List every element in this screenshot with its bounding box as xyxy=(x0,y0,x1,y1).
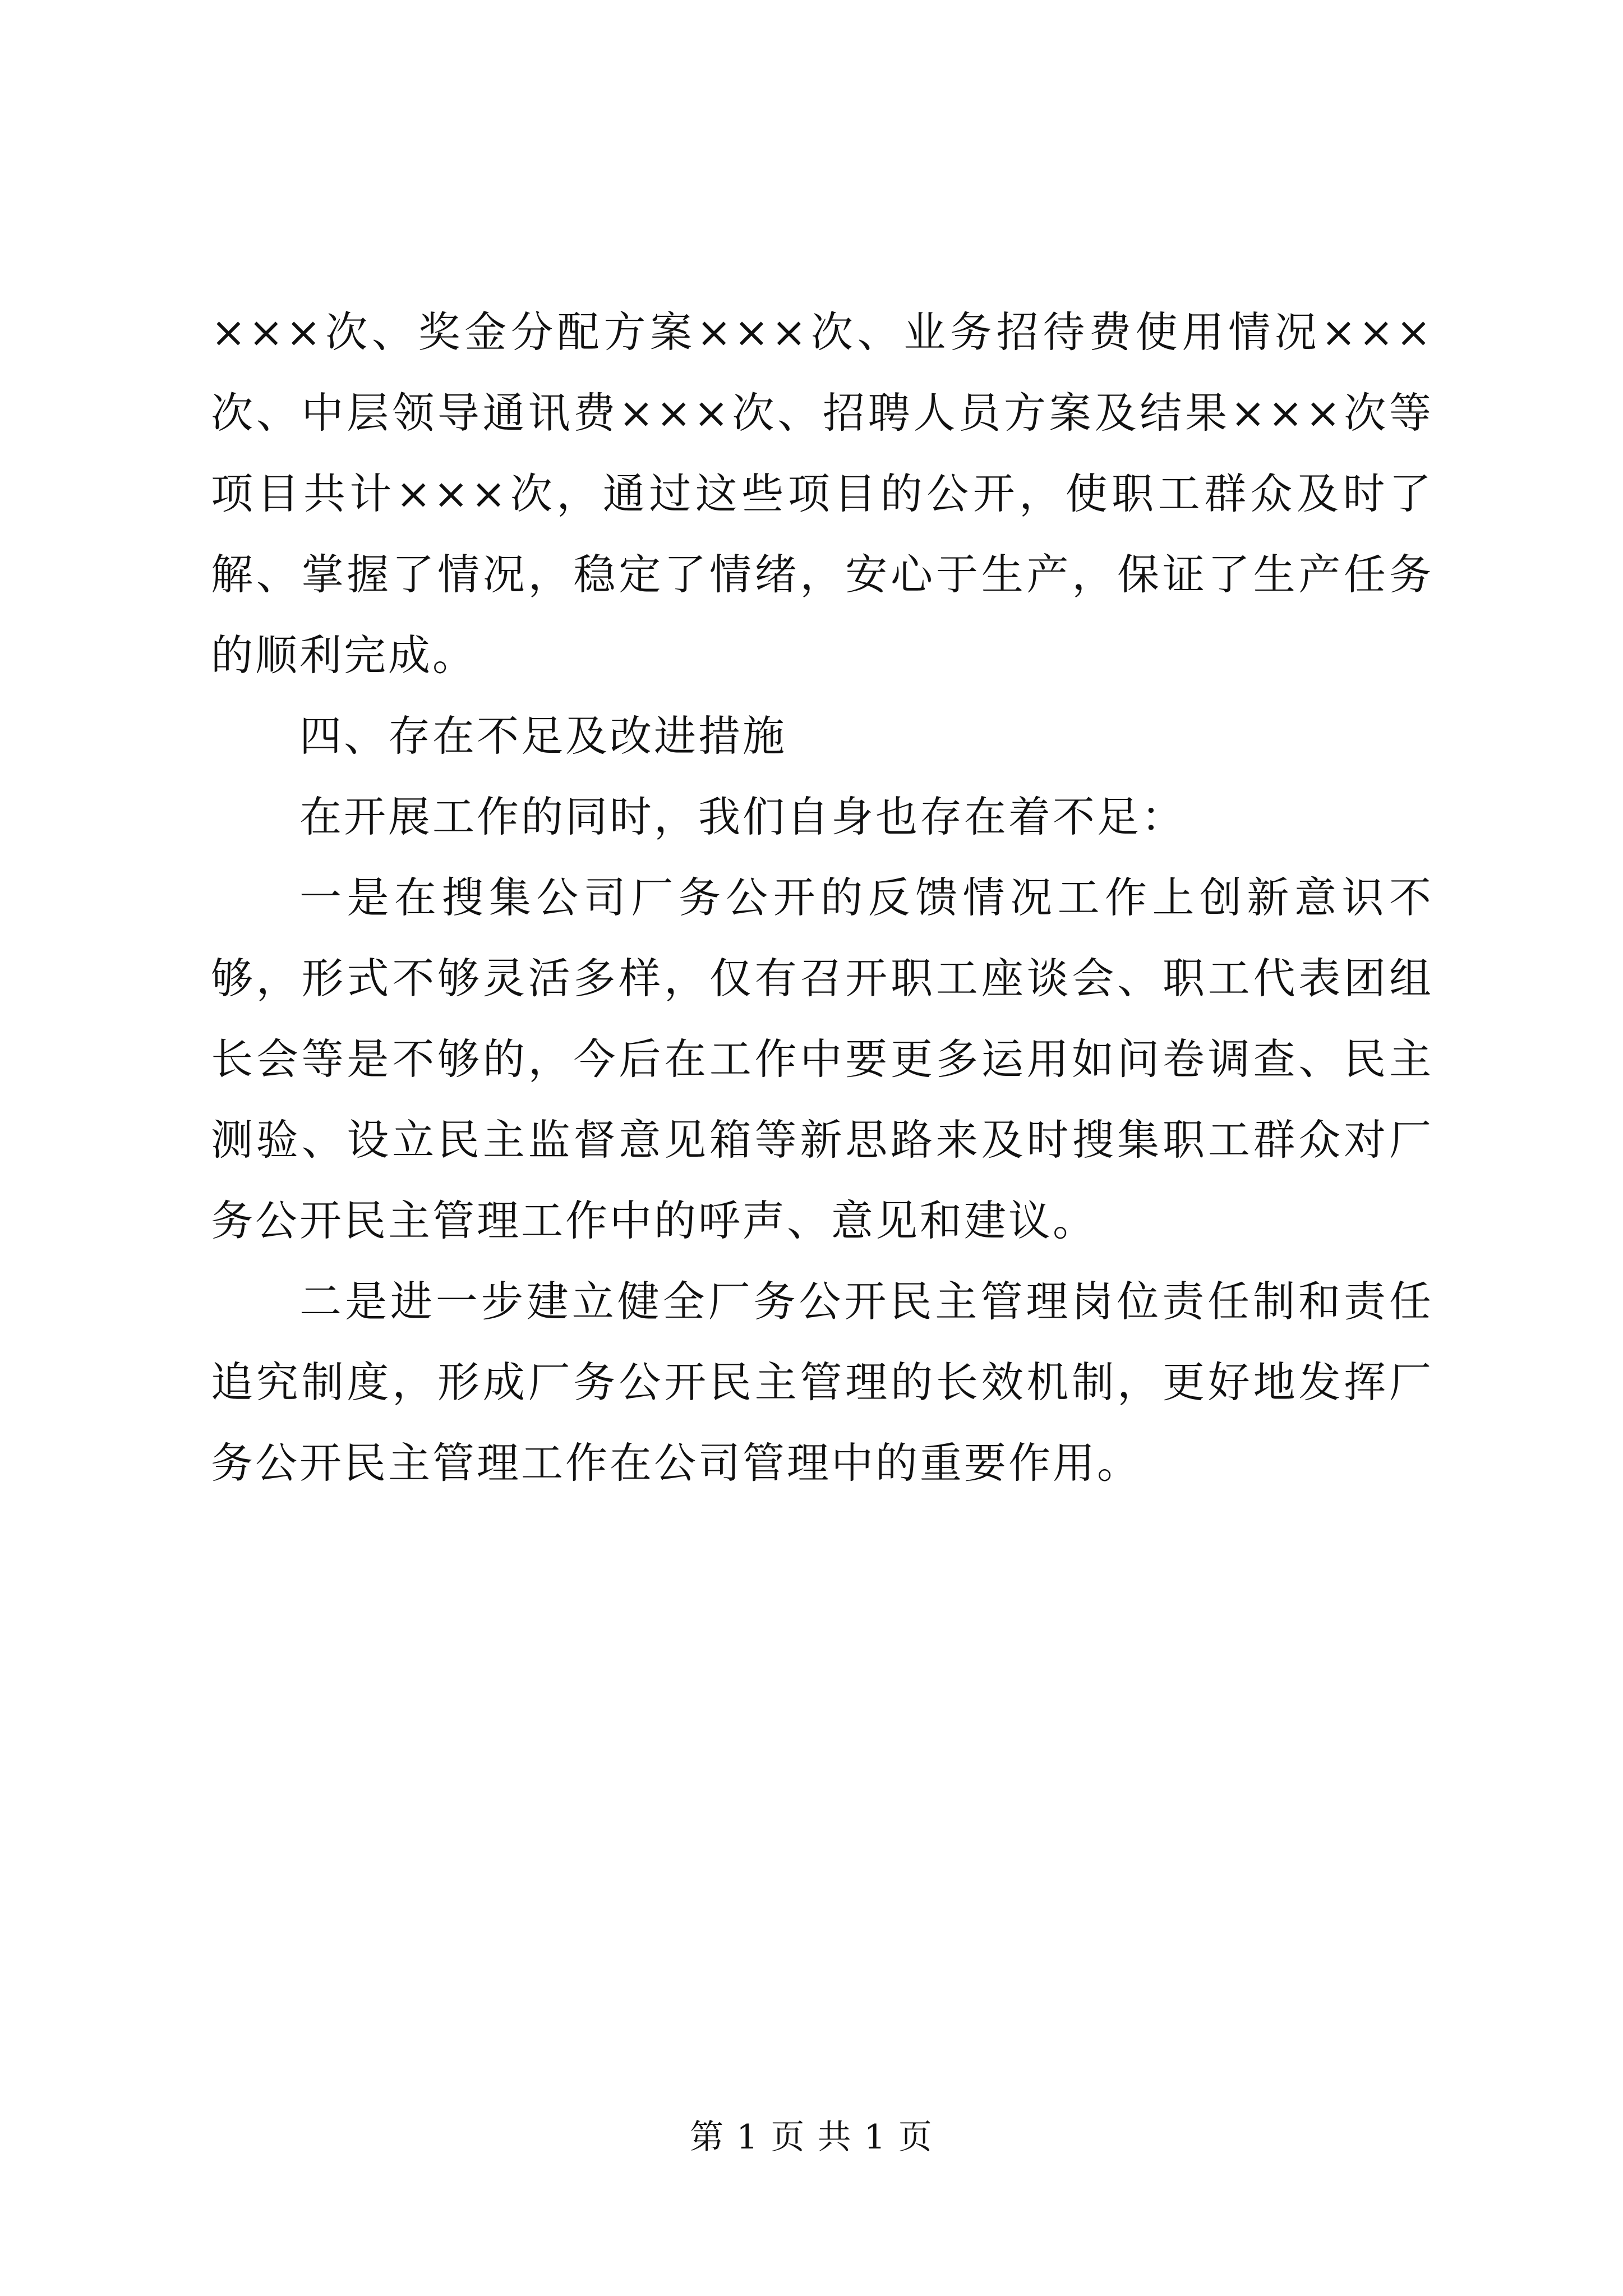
section-heading: 四、存在不足及改进措施 xyxy=(299,711,787,761)
paragraph-point-one: 一是在搜集公司厂务公开的反馈情况工作上创新意识不够，形式不够灵活多样，仅有召开职工座谈会、职工代表团组长会等是不够的，今后在工作中要更多运用如问卷调查、民主测验、设立民主监督意见箱等新思路来及时搜集职工群众对厂务公开民主管理工作中的呼声、意见和建议。 xyxy=(211,873,1433,1245)
page-number-label: 第 1 页 共 1 页 xyxy=(690,2118,933,2157)
document-body xyxy=(211,292,1433,1503)
page-footer xyxy=(0,2115,1623,2160)
paragraph-point-two: 二是进一步建立健全厂务公开民主管理岗位责任制和责任追究制度，形成厂务公开民主管理的长效机制，更好地发挥厂务公开民主管理工作在公司管理中的重要作用。 xyxy=(211,1277,1433,1488)
paragraph-continuation: ×××次、奖金分配方案×××次、业务招待费使用情况×××次、中层领导通讯费×××次、招聘人员方案及结果×××次等项目共计×××次，通过这些项目的公开，使职工群众及时了解、掌握了情况，稳定了情绪，安心于生产，保证了生产任务的顺利完成。 xyxy=(211,307,1433,680)
paragraph-intro: 在开展工作的同时，我们自身也存在着不足： xyxy=(299,792,1186,841)
